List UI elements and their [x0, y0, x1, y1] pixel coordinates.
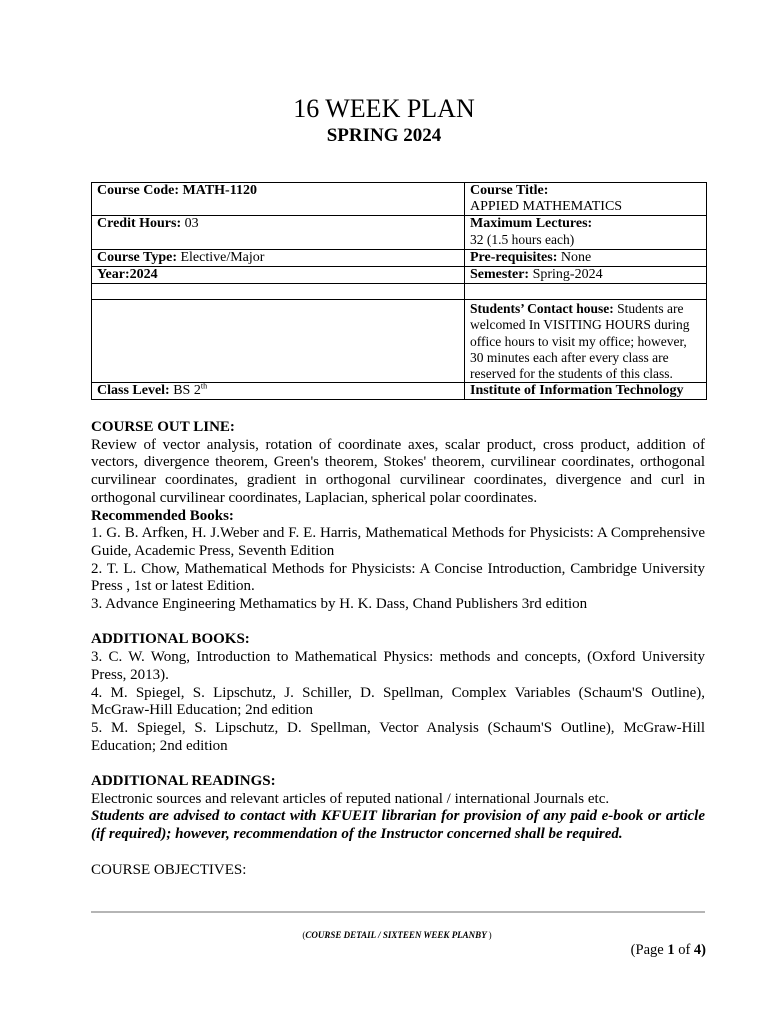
- list-item: 4. M. Spiegel, S. Lipschutz, J. Schiller, D. Spellman, Complex Variables (Schaum'S Outline), McGraw-Hill Education; 2nd edition: [91, 684, 705, 719]
- page-of: of: [674, 942, 694, 958]
- table-row: [92, 216, 707, 250]
- contact-house-cell: [465, 300, 707, 383]
- course-type-label: Course Type:: [97, 250, 177, 265]
- course-info-table: [91, 182, 707, 400]
- course-type-cell: [92, 250, 465, 267]
- list-item: 3. Advance Engineering Methamatics by H. K. Dass, Chand Publishers 3rd edition: [91, 596, 588, 613]
- semester-cell: [465, 267, 707, 284]
- table-row: [92, 250, 707, 267]
- empty-cell: [465, 284, 707, 300]
- page-current: 1: [667, 942, 675, 958]
- additional-readings-text: Electronic sources and relevant articles of reputed national / international Journals etc.: [91, 790, 610, 807]
- course-code-cell: [92, 183, 465, 216]
- librarian-note: Students are advised to contact with KFUEIT librarian for provision of any paid e-book or article (if required); however, recommendation of the Instructor concerned shall be required.: [91, 808, 705, 843]
- footer-close-paren: ): [488, 930, 492, 940]
- footer-divider: [91, 911, 705, 913]
- semester-value: Spring-2024: [529, 267, 603, 282]
- list-item: 5. M. Spiegel, S. Lipschutz, D. Spellman, Vector Analysis (Schaum'S Outline), McGraw-Hill Education; 2nd edition: [91, 719, 705, 754]
- contact-house-value: Students are welcomed In VISITING HOURS during office hours to visit my office; however, 30 minutes each after every class are reserved for the students of this class.: [470, 301, 690, 382]
- course-title-value: APPIED MATHEMATICS: [470, 199, 623, 214]
- max-lectures-value: 32 (1.5 hours each): [470, 232, 575, 247]
- empty-cell: [92, 300, 465, 383]
- institute-cell: [465, 383, 707, 400]
- empty-cell: [92, 284, 465, 300]
- class-level-cell: [92, 383, 465, 400]
- section-heading-additional-books: ADDITIONAL BOOKS:: [91, 631, 250, 648]
- prereq-cell: [465, 250, 707, 267]
- credit-hours-cell: [92, 216, 465, 250]
- course-type-value: Elective/Major: [176, 250, 265, 265]
- list-item: 2. T. L. Chow, Mathematical Methods for Physicists: A Concise Introduction, Cambridge University Press , 1st or latest Edition.: [91, 560, 705, 595]
- section-heading-additional-readings: ADDITIONAL READINGS:: [91, 773, 276, 790]
- footer-text: COURSE DETAIL / SIXTEEN WEEK PLANBY: [305, 930, 489, 940]
- semester-label: Semester:: [470, 267, 530, 282]
- page-prefix: (Page: [630, 942, 668, 958]
- year-cell: [92, 267, 465, 284]
- section-heading-objectives: COURSE OBJECTIVES:: [91, 861, 247, 878]
- table-row: [92, 284, 707, 300]
- class-level-label: Class Level:: [97, 383, 170, 399]
- table-row: [92, 383, 707, 400]
- list-item: 1. G. B. Arfken, H. J.Weber and F. E. Harris, Mathematical Methods for Physicists: A Comprehensive Guide, Academic Press, Seventh Edition: [91, 525, 705, 559]
- section-heading-recommended-books: Recommended Books:: [91, 507, 234, 524]
- credit-hours-label: Credit Hours:: [97, 216, 182, 231]
- credit-hours-value: 03: [181, 216, 199, 231]
- page-total: 4): [693, 942, 706, 958]
- course-code-label: Course Code: MATH-1120: [97, 183, 257, 198]
- footer-open-paren: (: [302, 930, 306, 940]
- contact-house-label: Students’ Contact house:: [470, 301, 614, 316]
- table-row: [92, 183, 707, 216]
- max-lectures-cell: [465, 216, 707, 250]
- footer-caption: [0, 930, 768, 940]
- table-row: [92, 300, 707, 383]
- institute-name: Institute of Information Technology: [470, 383, 684, 399]
- class-level-value: BS 2: [169, 383, 201, 399]
- class-level-superscript: th: [200, 381, 208, 391]
- table-row: [92, 267, 707, 284]
- course-title-label: Course Title:: [470, 183, 549, 198]
- course-title-cell: [465, 183, 707, 216]
- page-title: 16 WEEK PLAN: [293, 94, 475, 123]
- list-item: 3. C. W. Wong, Introduction to Mathematical Physics: methods and concepts, (Oxford University Press, 2013).: [91, 649, 705, 683]
- page-subtitle: SPRING 2024: [326, 125, 442, 146]
- max-lectures-label: Maximum Lectures:: [470, 216, 593, 231]
- course-outline-text: Review of vector analysis, rotation of coordinate axes, scalar product, cross product, addition of vectors, divergence theorem, Green's theorem, Stokes' theorem, curvilinear coordinates, orthogonal curvilinear coordinates, gradient in orthogonal curvilinear coordinates, divergence and curl in orthogonal curvilinear coordinates, Laplacian, spherical polar coordinates.: [91, 436, 705, 506]
- section-heading-outline: COURSE OUT LINE:: [91, 419, 235, 435]
- year-label: Year:2024: [97, 267, 158, 282]
- prereq-value: None: [557, 250, 592, 265]
- prereq-label: Pre-requisites:: [470, 250, 558, 265]
- document-body: [91, 419, 705, 879]
- page-number: [631, 942, 706, 959]
